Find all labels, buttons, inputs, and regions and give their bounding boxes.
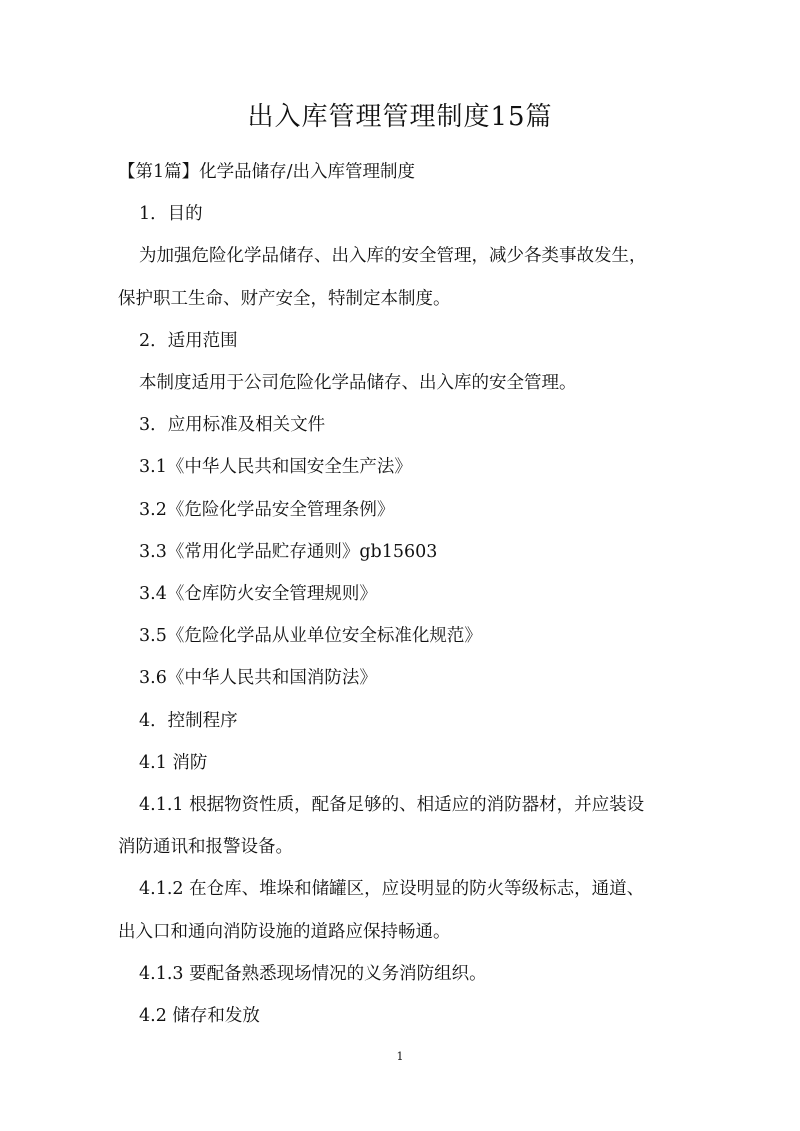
paragraph: 1．目的 (139, 204, 203, 225)
paragraph: 4.1.2 在仓库、堆垛和储罐区，应设明显的防火等级标志，通道、 (139, 879, 645, 900)
paragraph: 3．应用标准及相关文件 (139, 415, 326, 436)
paragraph: 4．控制程序 (139, 710, 238, 731)
section-heading: 【第1篇】化学品储存/出入库管理制度 (118, 162, 416, 182)
paragraph: 4.1.1 根据物资性质，配备足够的、相适应的消防器材，并应装设 (139, 795, 645, 816)
paragraph: 为加强危险化学品储存、出入库的安全管理，减少各类事故发生， (139, 246, 647, 267)
paragraph: 出入口和通向消防设施的道路应保持畅通。 (118, 921, 451, 942)
paragraph: 3.2《危险化学品安全管理条例》 (139, 499, 395, 520)
paragraph: 本制度适用于公司危险化学品储存、出入库的安全管理。 (139, 373, 577, 394)
document-title: 出入库管理管理制度15篇 (247, 102, 553, 132)
paragraph: 3.6《中华人民共和国消防法》 (139, 668, 377, 689)
paragraph: 3.1《中华人民共和国安全生产法》 (139, 457, 412, 478)
page-number: 1 (396, 1050, 404, 1063)
paragraph: 3.4《仓库防火安全管理规则》 (139, 584, 377, 605)
paragraph: 保护职工生命、财产安全，特制定本制度。 (118, 288, 451, 309)
document-body (118, 151, 708, 1037)
paragraph: 3.5《危险化学品从业单位安全标准化规范》 (139, 626, 482, 647)
paragraph: 4.1.3 要配备熟悉现场情况的义务消防组织。 (139, 963, 487, 984)
paragraph: 3.3《常用化学品贮存通则》gb15603 (139, 541, 438, 562)
paragraph: 消防通讯和报警设备。 (118, 837, 293, 858)
paragraph: 4.2 储存和发放 (139, 1006, 260, 1027)
paragraph: 2．适用范围 (139, 330, 238, 351)
paragraph: 4.1 消防 (139, 752, 208, 773)
